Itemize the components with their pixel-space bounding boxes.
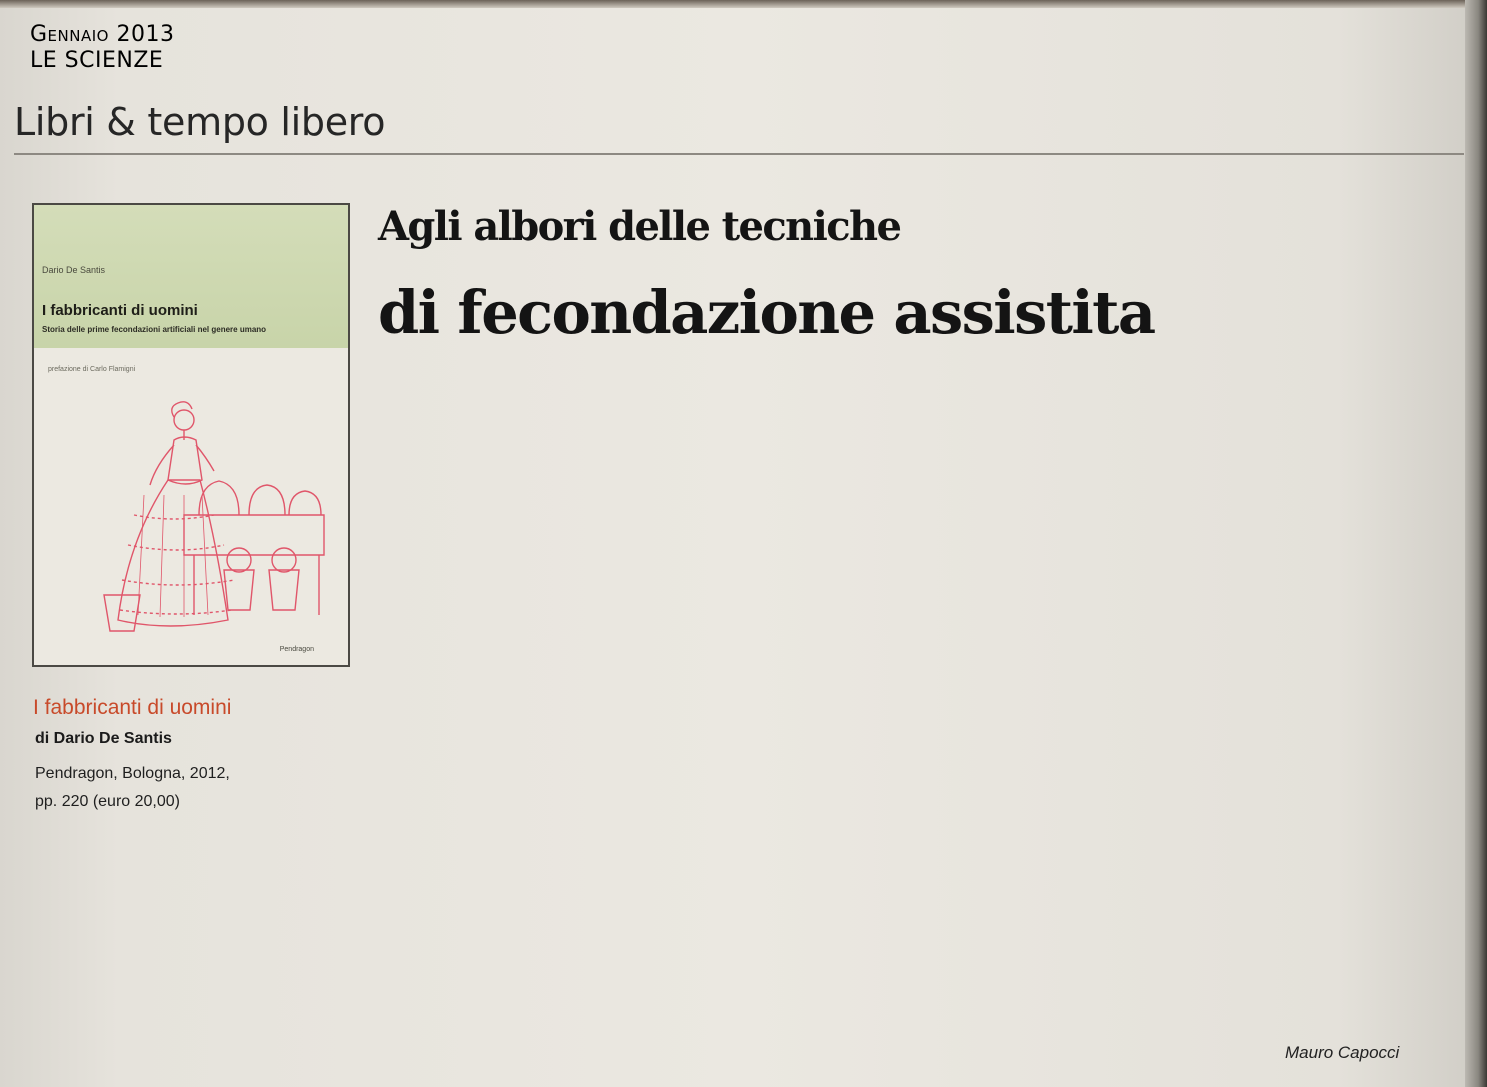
magazine-name: LE SCIENZE: [30, 48, 164, 73]
book-title: I fabbricanti di uomini: [33, 696, 232, 719]
article-line: [909, 368, 1409, 398]
book-price-line: pp. 220 (euro 20,00): [35, 793, 180, 810]
section-title: Libri & tempo libero: [14, 100, 386, 144]
book-info: [35, 760, 230, 816]
article-line: [909, 639, 1409, 669]
article-column-1: [382, 368, 882, 1060]
article-line: [382, 729, 882, 759]
page-spine-shadow: [1465, 0, 1487, 1087]
article-line: [909, 428, 1409, 458]
article-line: [909, 940, 1409, 970]
article-line: [909, 488, 1409, 518]
article-line: [909, 880, 1409, 910]
article-line: [382, 970, 882, 1000]
issue-date: Gennaio 2013: [30, 22, 175, 47]
book-author: di Dario De Santis: [35, 730, 172, 747]
article-line: [909, 819, 1409, 849]
article-line: [382, 910, 882, 940]
article-line: [909, 850, 1409, 880]
article-line: [909, 699, 1409, 729]
article-line: [382, 398, 882, 428]
article-line: [909, 518, 1409, 548]
article-line: [909, 549, 1409, 579]
article-line: [382, 789, 882, 819]
cover-illustration: [34, 395, 348, 645]
article-line: [909, 579, 1409, 609]
headline-line-1: Agli albori delle tecniche: [378, 203, 901, 250]
book-cover: [32, 203, 350, 667]
article-line: [382, 699, 882, 729]
article-line: [909, 759, 1409, 789]
cover-author: Dario De Santis: [42, 265, 106, 275]
cover-preface: prefazione di Carlo Flamigni: [48, 366, 136, 373]
article-line: [909, 458, 1409, 488]
article-line: [382, 488, 882, 518]
article-line: [382, 819, 882, 849]
article-line: [382, 518, 882, 548]
article-line: [382, 639, 882, 669]
article-line: [382, 428, 882, 458]
article-line: [382, 579, 882, 609]
article-line: [909, 729, 1409, 759]
page-top-edge: [0, 0, 1487, 8]
article-signature: Mauro Capocci: [1285, 1043, 1400, 1062]
article-line: [909, 609, 1409, 639]
article-line: [382, 458, 882, 488]
headline-line-2: di fecondazione assistita: [378, 278, 1155, 347]
article-column-2: [909, 368, 1409, 1030]
section-divider: [14, 153, 1464, 155]
book-publisher-line: Pendragon, Bologna, 2012,: [35, 765, 230, 782]
article-line: [909, 789, 1409, 819]
article-line: [382, 368, 882, 398]
article-line: [909, 970, 1409, 1000]
article-line: [909, 1000, 1409, 1030]
cover-publisher: Pendragon: [279, 646, 314, 653]
article-line: [382, 549, 882, 579]
cover-title: I fabbricanti di uomini: [42, 302, 198, 319]
article-line: [382, 880, 882, 910]
article-line: [382, 609, 882, 639]
article-line: [909, 669, 1409, 699]
article-line: [382, 669, 882, 699]
masthead: [30, 22, 174, 74]
cover-subtitle: Storia delle prime fecondazioni artificiali nel genere umano: [42, 325, 267, 334]
article-line: [382, 850, 882, 880]
article-line: [382, 1000, 882, 1030]
article-line: [382, 940, 882, 970]
article-line: [909, 398, 1409, 428]
article-line: [382, 1030, 882, 1060]
article-headline: [378, 184, 1154, 356]
article-line: [909, 910, 1409, 940]
article-line: [382, 759, 882, 789]
